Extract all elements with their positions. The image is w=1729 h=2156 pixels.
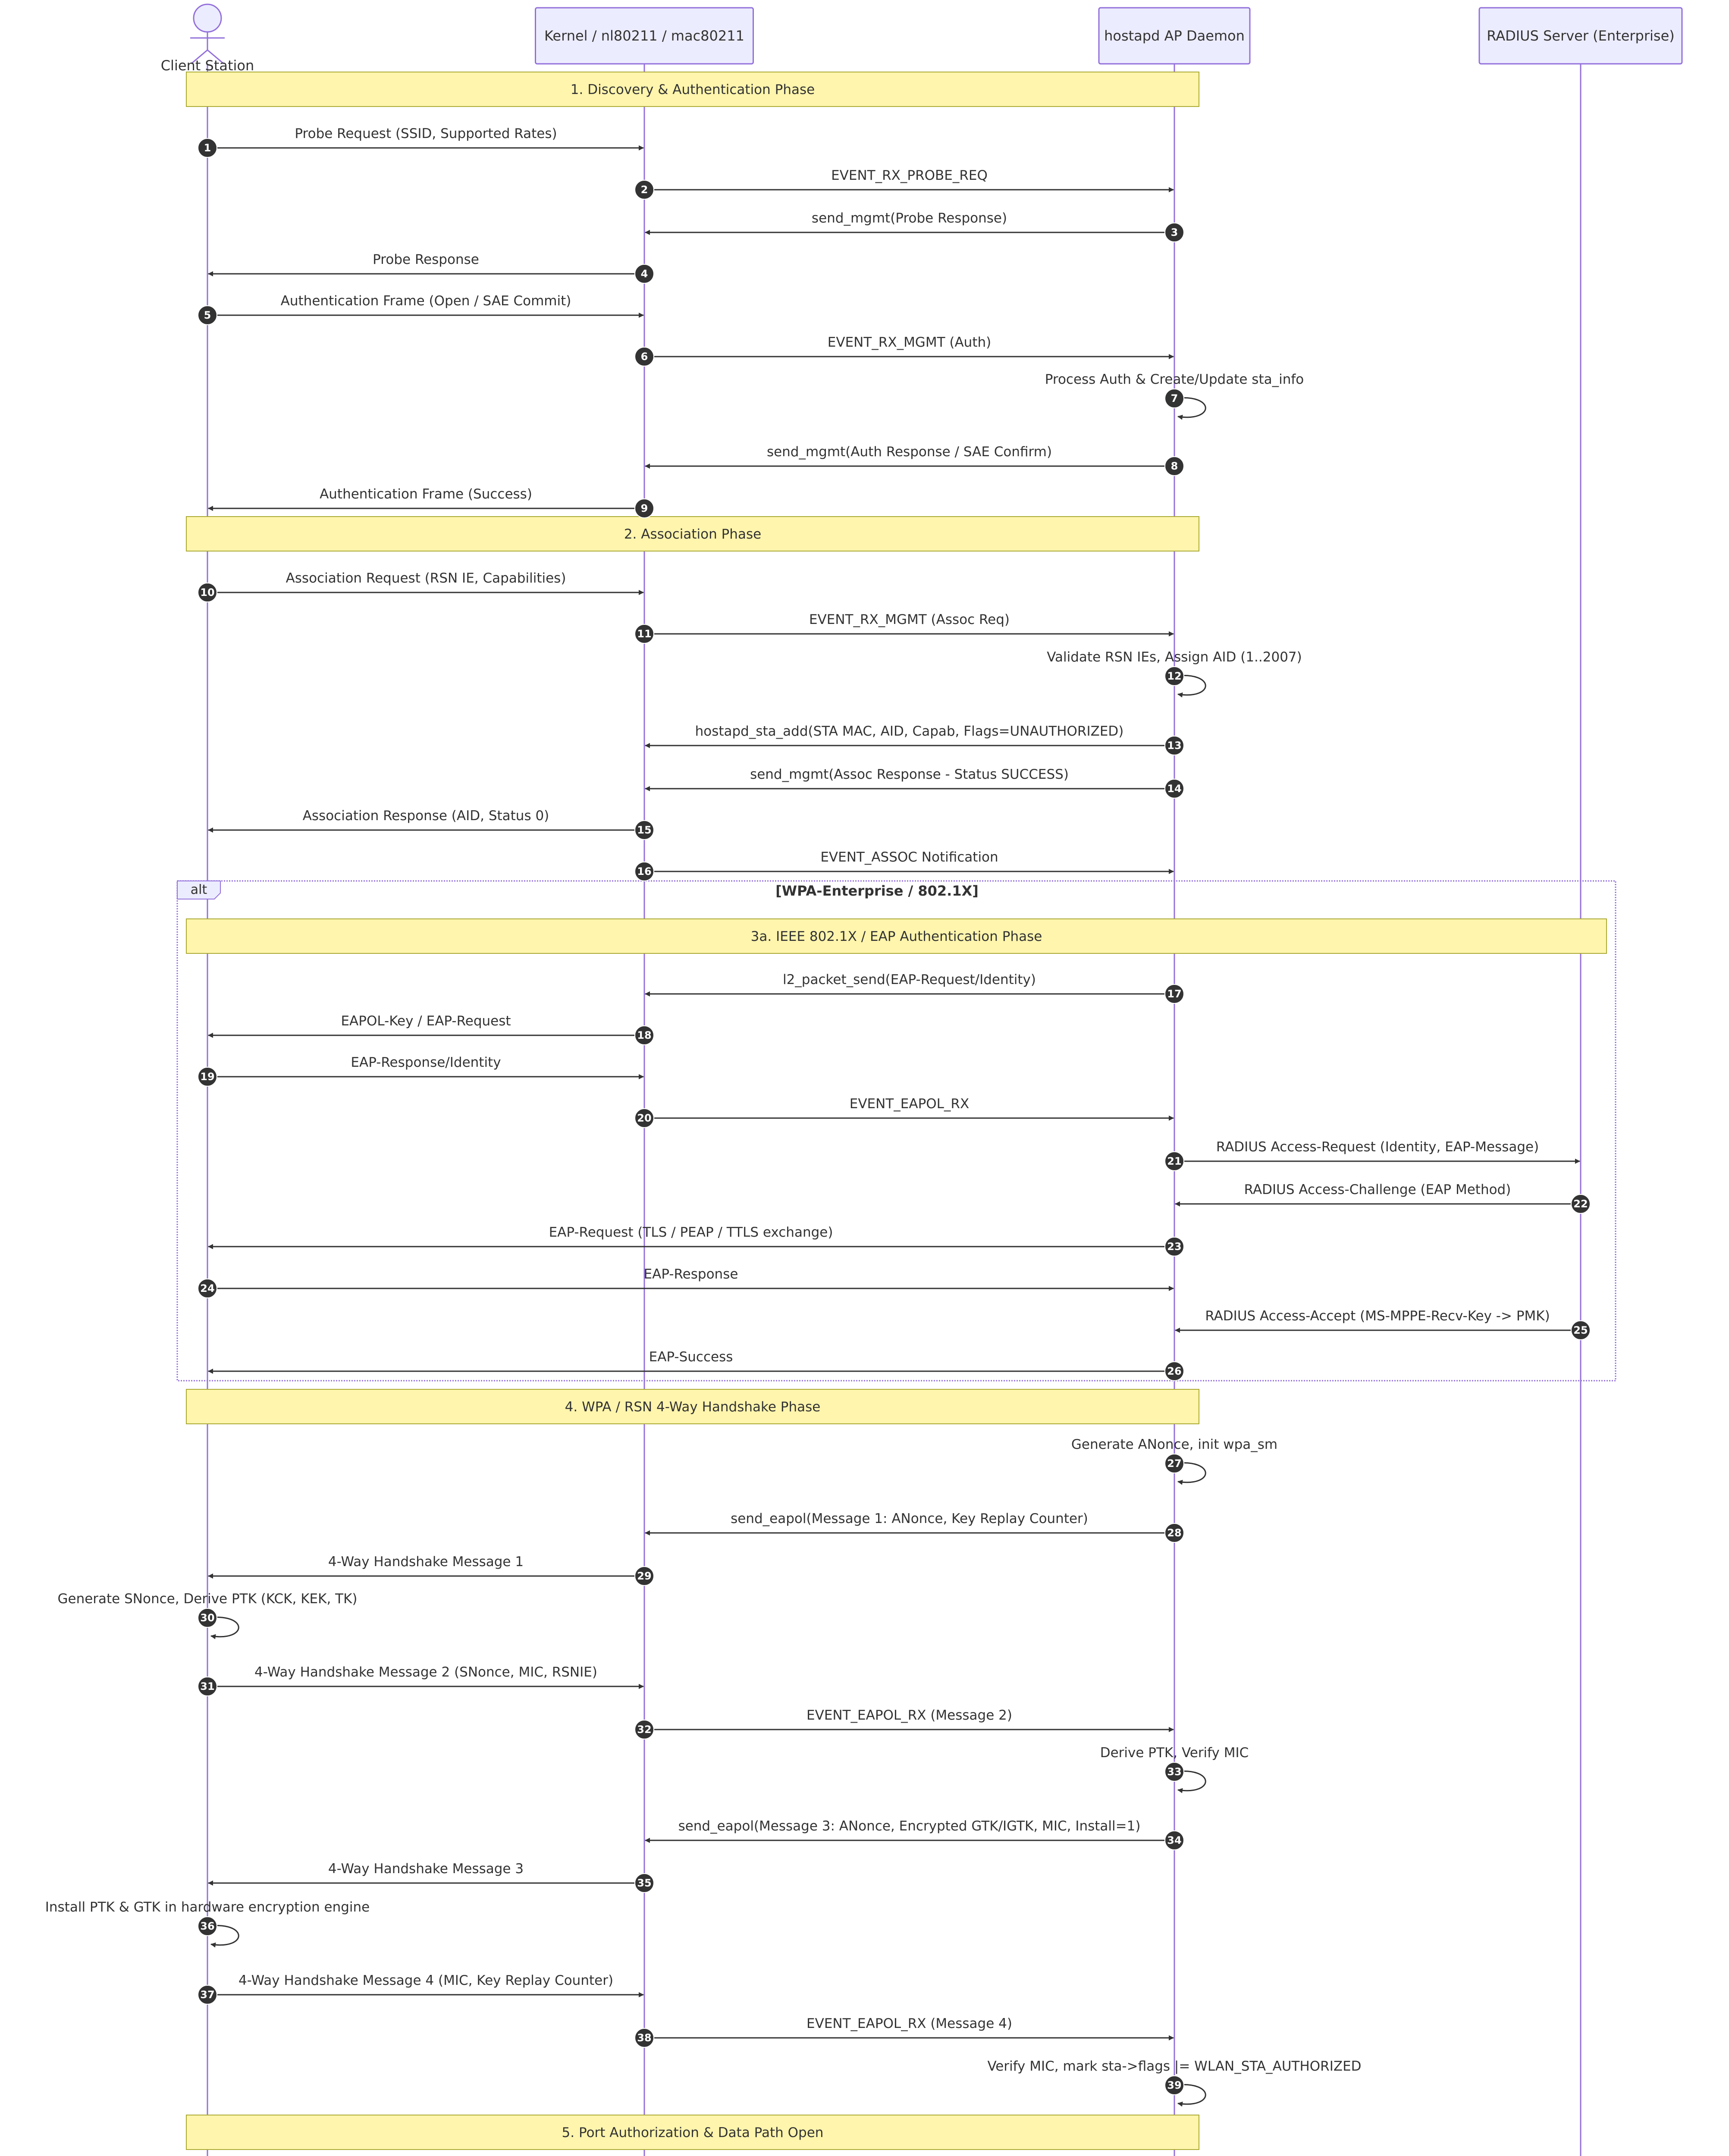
message-label: EVENT_ASSOC Notification <box>820 849 998 865</box>
message-label: 4-Way Handshake Message 4 (MIC, Key Replay Counter) <box>238 1973 614 1988</box>
participant-client-top <box>161 4 254 74</box>
sequence-number: 10 <box>200 586 215 599</box>
note-2 <box>186 517 1199 551</box>
note-text: 1. Discovery & Authentication Phase <box>570 82 815 97</box>
message-label: send_mgmt(Probe Response) <box>811 210 1007 226</box>
message-8 <box>645 444 1184 476</box>
sequence-number: 37 <box>200 1989 215 2001</box>
message-9 <box>208 486 654 518</box>
sequence-number: 36 <box>200 1920 215 1932</box>
sequence-number: 18 <box>637 1029 652 1041</box>
message-31 <box>198 1664 643 1696</box>
sequence-number: 1 <box>204 142 211 154</box>
sequence-number: 38 <box>637 2032 652 2044</box>
sequence-number: 23 <box>1167 1241 1182 1253</box>
note-text: 3a. IEEE 802.1X / EAP Authentication Phase <box>750 929 1042 944</box>
participant-hostapd-top <box>1099 8 1250 64</box>
participant-label: hostapd AP Daemon <box>1104 28 1245 44</box>
note-1 <box>186 72 1199 107</box>
message-17 <box>645 972 1184 1003</box>
sequence-number: 22 <box>1573 1198 1588 1210</box>
alt-condition: [WPA-Enterprise / 802.1X] <box>775 883 979 899</box>
message-32 <box>635 1708 1174 1739</box>
message-label: EAP-Success <box>649 1349 733 1365</box>
message-label: EAP-Request (TLS / PEAP / TTLS exchange) <box>549 1225 833 1240</box>
message-label: 4-Way Handshake Message 3 <box>328 1861 524 1877</box>
sequence-number: 35 <box>637 1877 652 1889</box>
message-19 <box>198 1055 643 1086</box>
sequence-number: 30 <box>200 1612 215 1624</box>
participant-label: RADIUS Server (Enterprise) <box>1487 28 1675 44</box>
sequence-number: 33 <box>1167 1766 1182 1778</box>
note-text: 2. Association Phase <box>624 526 762 542</box>
sequence-number: 24 <box>200 1282 215 1294</box>
message-4 <box>208 252 654 283</box>
message-label: l2_packet_send(EAP-Request/Identity) <box>782 972 1036 987</box>
message-label: Authentication Frame (Open / SAE Commit) <box>280 293 571 309</box>
message-label: RADIUS Access-Challenge (EAP Method) <box>1244 1182 1511 1197</box>
sequence-number: 16 <box>637 865 652 877</box>
sequence-number: 8 <box>1170 460 1178 472</box>
message-37 <box>198 1973 643 2004</box>
sequence-number: 25 <box>1573 1324 1588 1336</box>
sequence-number: 17 <box>1167 988 1182 1000</box>
message-label: EVENT_RX_MGMT (Auth) <box>827 335 992 350</box>
message-label: EVENT_EAPOL_RX (Message 2) <box>806 1708 1012 1723</box>
note-text: 4. WPA / RSN 4-Way Handshake Phase <box>565 1399 821 1415</box>
message-28 <box>645 1511 1184 1542</box>
sequence-number: 20 <box>637 1112 652 1124</box>
message-2 <box>635 168 1174 199</box>
note-text: 5. Port Authorization & Data Path Open <box>562 2125 824 2140</box>
message-26 <box>208 1349 1184 1381</box>
alt-keyword: alt <box>190 882 207 897</box>
sequence-number: 14 <box>1167 783 1182 795</box>
sequence-number: 39 <box>1167 2079 1182 2091</box>
message-22 <box>1175 1182 1590 1213</box>
message-24 <box>198 1266 1174 1298</box>
note-3 <box>186 919 1607 953</box>
message-label: Generate ANonce, init wpa_sm <box>1071 1437 1278 1452</box>
message-14 <box>645 767 1184 798</box>
message-5 <box>198 293 643 325</box>
sequence-number: 29 <box>637 1570 652 1582</box>
actor-head-icon <box>194 4 221 32</box>
sequence-number: 12 <box>1167 670 1182 682</box>
message-11 <box>635 612 1174 643</box>
sequence-number: 15 <box>637 824 652 836</box>
note-5 <box>186 2115 1199 2150</box>
message-label: Derive PTK, Verify MIC <box>1100 1745 1249 1761</box>
message-label: Probe Response <box>373 252 479 267</box>
message-label: EVENT_EAPOL_RX <box>849 1096 970 1112</box>
sequence-number: 2 <box>640 184 648 196</box>
message-label: 4-Way Handshake Message 2 (SNonce, MIC, RSNIE) <box>254 1664 597 1680</box>
participant-radius-top <box>1479 8 1682 64</box>
message-label: EVENT_EAPOL_RX (Message 4) <box>806 2016 1012 2031</box>
message-label: Verify MIC, mark sta->flags |= WLAN_STA_AUTHORIZED <box>987 2059 1362 2074</box>
message-20 <box>635 1096 1174 1128</box>
message-label: EVENT_RX_MGMT (Assoc Req) <box>809 612 1010 627</box>
message-label: send_mgmt(Assoc Response - Status SUCCESS) <box>750 767 1069 782</box>
message-label: Association Request (RSN IE, Capabilities) <box>286 570 566 586</box>
sequence-number: 32 <box>637 1724 652 1736</box>
sequence-number: 21 <box>1167 1155 1182 1167</box>
sequence-number: 13 <box>1167 740 1182 752</box>
message-29 <box>208 1554 654 1586</box>
sequence-number: 4 <box>640 268 648 280</box>
participant-label: Kernel / nl80211 / mac80211 <box>544 28 744 44</box>
sequence-number: 5 <box>204 309 211 321</box>
message-38 <box>635 2016 1174 2047</box>
sequence-number: 34 <box>1167 1834 1182 1846</box>
message-15 <box>208 808 654 840</box>
sequence-number: 28 <box>1167 1527 1182 1539</box>
sequence-number: 9 <box>640 502 648 514</box>
participant-label: Client Station <box>160 57 254 74</box>
message-label: EAPOL-Key / EAP-Request <box>341 1013 511 1029</box>
message-18 <box>208 1013 654 1045</box>
alt-block-frame <box>177 881 1616 1381</box>
message-label: Validate RSN IEs, Assign AID (1..2007) <box>1047 649 1302 665</box>
message-label: RADIUS Access-Accept (MS-MPPE-Recv-Key -> PMK) <box>1205 1308 1550 1324</box>
message-label: Generate SNonce, Derive PTK (KCK, KEK, TK) <box>57 1591 358 1607</box>
message-21 <box>1165 1139 1580 1171</box>
message-label: send_eapol(Message 1: ANonce, Key Replay Counter) <box>731 1511 1088 1526</box>
message-23 <box>208 1225 1184 1256</box>
sequence-number: 26 <box>1167 1365 1182 1377</box>
message-label: RADIUS Access-Request (Identity, EAP-Message) <box>1216 1139 1539 1155</box>
message-label: Probe Request (SSID, Supported Rates) <box>295 126 557 141</box>
message-25 <box>1175 1308 1590 1340</box>
message-label: Process Auth & Create/Update sta_info <box>1045 372 1304 387</box>
message-label: Authentication Frame (Success) <box>320 486 532 502</box>
message-35 <box>208 1861 654 1893</box>
message-label: send_mgmt(Auth Response / SAE Confirm) <box>766 444 1052 460</box>
message-label: EVENT_RX_PROBE_REQ <box>831 168 988 183</box>
message-10 <box>198 570 643 602</box>
message-label: send_eapol(Message 3: ANonce, Encrypted GTK/IGTK, MIC, Install=1) <box>678 1818 1141 1834</box>
message-6 <box>635 335 1174 366</box>
message-3 <box>645 210 1184 242</box>
message-label: Install PTK & GTK in hardware encryption engine <box>45 1899 370 1915</box>
message-34 <box>645 1818 1184 1850</box>
sequence-number: 7 <box>1170 392 1178 404</box>
note-4 <box>186 1389 1199 1424</box>
message-13 <box>645 724 1184 755</box>
sequence-number: 6 <box>640 351 648 363</box>
sequence-number: 3 <box>1170 226 1178 238</box>
sequence-number: 31 <box>200 1680 215 1692</box>
message-label: 4-Way Handshake Message 1 <box>328 1554 524 1570</box>
sequence-number: 19 <box>200 1071 215 1083</box>
message-label: Association Response (AID, Status 0) <box>302 808 549 824</box>
message-1 <box>198 126 643 157</box>
message-label: hostapd_sta_add(STA MAC, AID, Capab, Flags=UNAUTHORIZED) <box>695 724 1124 739</box>
sequence-number: 27 <box>1167 1457 1182 1470</box>
sequence-number: 11 <box>637 628 652 640</box>
message-label: EAP-Response <box>643 1266 738 1282</box>
participant-kernel-top <box>536 8 753 64</box>
message-label: EAP-Response/Identity <box>351 1055 501 1070</box>
message-16 <box>635 849 1174 881</box>
